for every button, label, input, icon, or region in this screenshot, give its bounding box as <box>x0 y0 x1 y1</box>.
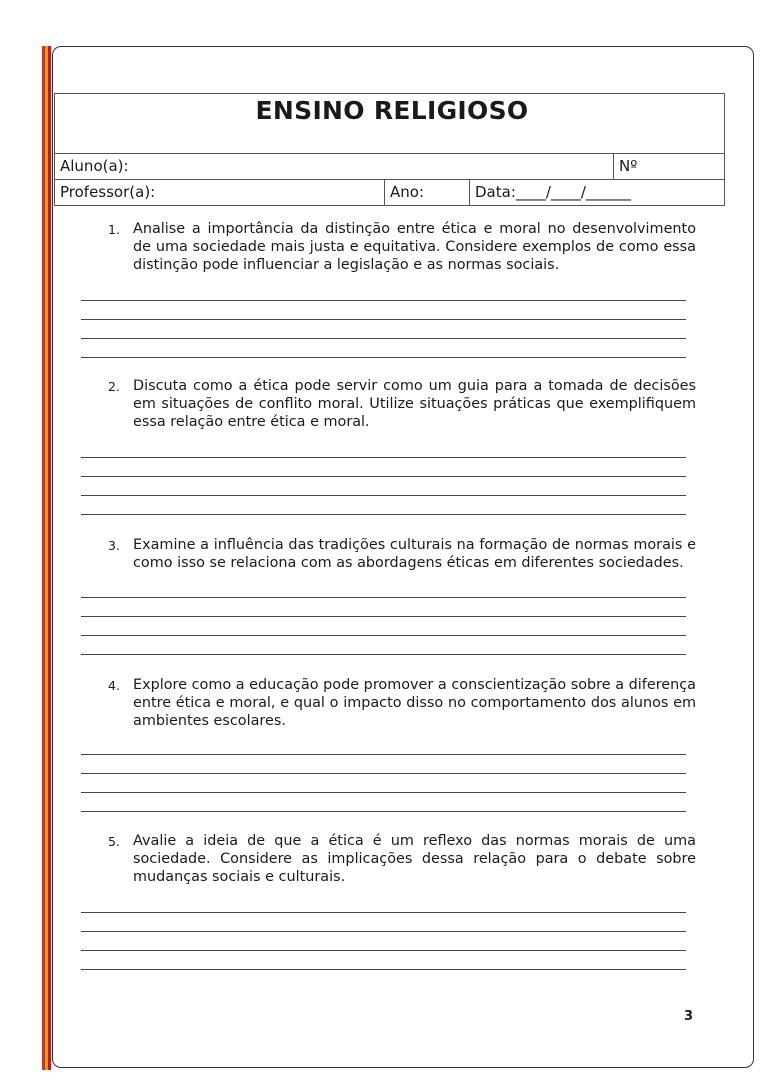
answer-line[interactable] <box>81 495 686 496</box>
year-field[interactable]: Ano: <box>385 180 470 206</box>
answer-line[interactable] <box>81 811 686 812</box>
question-5 <box>108 832 696 886</box>
answer-line[interactable] <box>81 616 686 617</box>
question-text: Avalie a ideia de que a ética é um reflexo das normas morais de uma sociedade. Considere as implicações dessa relação para o debate sobre mudanças sociais e culturais. <box>133 833 696 885</box>
page-number: 3 <box>684 1009 694 1024</box>
question-text: Examine a influência das tradições culturais na formação de normas morais e como isso se relaciona com as abordagens éticas em diferentes sociedades. <box>133 537 696 571</box>
page-title: ENSINO RELIGIOSO <box>55 94 725 154</box>
answer-line[interactable] <box>81 792 686 793</box>
answer-line[interactable] <box>81 457 686 458</box>
answer-line[interactable] <box>81 635 686 636</box>
answer-line[interactable] <box>81 319 686 320</box>
question-number: 5. <box>108 834 120 849</box>
question-3 <box>108 536 696 572</box>
date-field[interactable]: Data:____/____/______ <box>470 180 725 206</box>
answer-line[interactable] <box>81 912 686 913</box>
answer-line[interactable] <box>81 476 686 477</box>
question-2 <box>108 377 696 431</box>
answer-line[interactable] <box>81 597 686 598</box>
student-name-field[interactable]: Aluno(a): <box>55 154 614 180</box>
question-text: Explore como a educação pode promover a conscientização sobre a diferença entre ética e moral, e qual o impacto disso no comportamento dos alunos em ambientes escolares. <box>133 677 696 729</box>
answer-line[interactable] <box>81 300 686 301</box>
question-text: Analise a importância da distinção entre ética e moral no desenvolvimento de uma sociedade mais justa e equitativa. Considere exemplos de como essa distinção pode influenciar a legislação e as normas sociais. <box>133 221 696 273</box>
header-table <box>54 93 725 206</box>
question-number: 1. <box>108 222 120 237</box>
binder-stripe-red-2 <box>48 46 51 1070</box>
answer-line[interactable] <box>81 754 686 755</box>
question-text: Discuta como a ética pode servir como um guia para a tomada de decisões em situações de conflito moral. Utilize situações práticas que exemplifiquem essa relação entre ética e moral. <box>133 378 696 430</box>
question-number: 4. <box>108 678 120 693</box>
answer-line[interactable] <box>81 514 686 515</box>
teacher-name-field[interactable]: Professor(a): <box>55 180 385 206</box>
question-1 <box>108 220 696 274</box>
question-number: 3. <box>108 538 120 553</box>
answer-line[interactable] <box>81 357 686 358</box>
answer-line[interactable] <box>81 969 686 970</box>
answer-line[interactable] <box>81 950 686 951</box>
answer-line[interactable] <box>81 338 686 339</box>
answer-line[interactable] <box>81 654 686 655</box>
question-4 <box>108 676 696 730</box>
question-number: 2. <box>108 379 120 394</box>
answer-line[interactable] <box>81 773 686 774</box>
answer-line[interactable] <box>81 931 686 932</box>
student-number-field[interactable]: Nº <box>614 154 725 180</box>
